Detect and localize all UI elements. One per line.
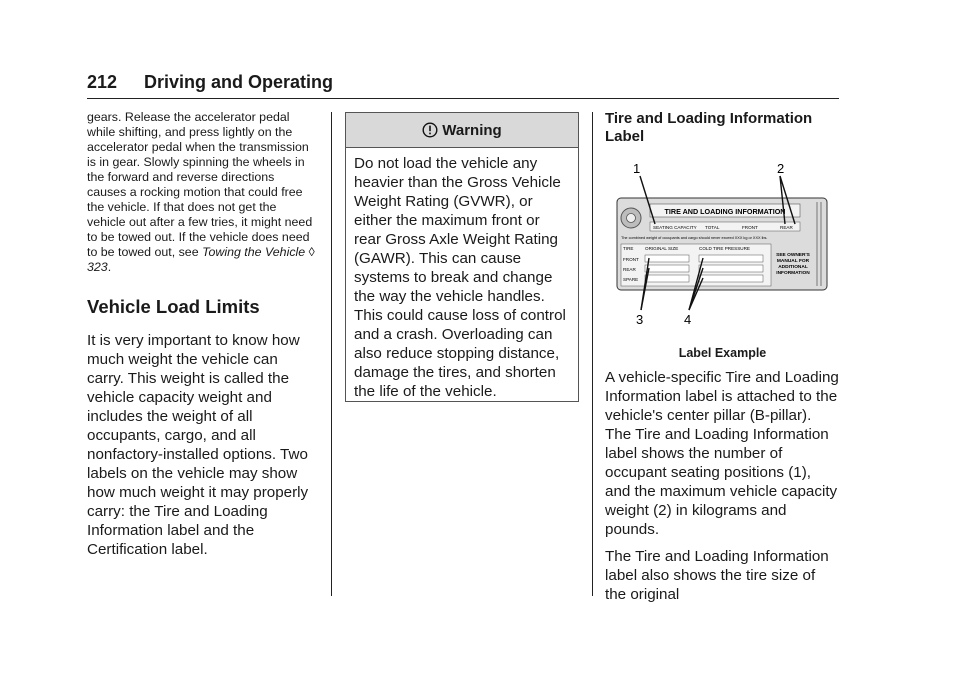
section-title: Driving and Operating: [144, 72, 334, 92]
figure-caption: Label Example: [678, 346, 767, 360]
warning-title: Warning: [442, 121, 502, 139]
page-ref-icon: ◊: [308, 245, 315, 259]
front-label: FRONT: [742, 225, 758, 230]
see-owner-line-1: SEE OWNER'S: [776, 253, 810, 258]
page-number: 212: [87, 72, 118, 92]
see-owner-line-3: ADDITIONAL: [778, 265, 808, 270]
label-title: TIRE AND LOADING INFORMATION: [664, 207, 786, 216]
total-label: TOTAL: [705, 225, 720, 230]
warning-header: [346, 113, 578, 148]
warning-icon: [422, 122, 438, 138]
seating-capacity-label: SEATING CAPACITY: [653, 225, 697, 230]
vehicle-load-limits-heading: Vehicle Load Limits: [87, 296, 260, 317]
column-divider-2: [592, 112, 593, 596]
column-divider-1: [331, 112, 332, 596]
warning-body: Do not load the vehicle any heavier than the Gross Vehicle Weight Rating (GVWR), or either the maximum front or rear Gross Axle Weight Rating (GAWR). This can cause systems to break and change the way the vehicle handles. This could cause loss of control and a crash. Overloading can also reduce stopping distance, damage the tires, and shorten the life of the vehicle.: [354, 155, 566, 400]
callout-2: 2: [777, 161, 785, 176]
warning-box: [345, 112, 579, 402]
callout-1: 1: [633, 161, 641, 176]
load-limits-body: It is very important to know how much weight the vehicle can carry. This weight is called the vehicle capacity weight and includes the weight of all occupants, cargo, and all nonfactory-installed options. Two labels on the vehicle may show how much weight it may properly carry: the Tire and Loading Information label and the Certification label.: [87, 332, 309, 558]
column-3-text: [605, 368, 840, 612]
tire-row-spare: SPARE: [623, 277, 639, 282]
tire-header: TIRE: [623, 246, 634, 251]
tire-label-illustration: [605, 160, 835, 330]
rear-label: REAR: [780, 225, 793, 230]
tire-row-rear: REAR: [623, 267, 636, 272]
original-size-header: ORIGINAL SIZE: [645, 246, 679, 251]
tire-label-heading: Tire and Loading Information Label: [605, 110, 813, 145]
xref-page[interactable]: 323: [87, 260, 108, 274]
column-3: [605, 110, 840, 146]
tire-label-paragraph-2: The Tire and Loading Information label also shows the tire size of the original: [605, 548, 829, 603]
see-owner-line-2: MANUAL FOR: [776, 259, 810, 264]
tire-label-paragraph-1: A vehicle-specific Tire and Loading Information label is attached to the vehicle's center pillar (B-pillar). The Tire and Loading Information label shows the number of occupant seating positions (1), and the maximum vehicle capacity weight (2) in kilograms and pounds.: [605, 369, 839, 538]
intro-paragraph: gears. Release the accelerator pedal while shifting, and press lightly on the accelerator pedal when the transmission is in gear. Slowly spinning the wheels in the forward and reverse directions causes a rocking motion that could free the vehicle. If that does not get the vehicle out after a few tries, it might need to be towed out. If the vehicle does need to be towed out, see Towing the Vehicle ◊ 323.: [87, 110, 315, 274]
callout-4: 4: [684, 312, 692, 327]
page-header: [87, 72, 839, 99]
column-1: [87, 110, 317, 559]
cold-tire-pressure-header: COLD TIRE PRESSURE: [699, 246, 750, 251]
see-owner-line-4: INFORMATION: [776, 271, 810, 276]
intro-text: gears. Release the accelerator pedal while shifting, and press lightly on the accelerator pedal when the transmission is in gear. Slowly spinning the wheels in the forward and reverse directions causes a rocking motion that could free the vehicle. If that does not get the vehicle out after a few tries, it might need to be towed out. If the vehicle does need to be towed out, see: [87, 110, 313, 259]
combined-weight-note: The combined weight of occupants and cargo should never exceed XXX kg or XXX lbs.: [621, 236, 768, 240]
callout-3: 3: [636, 312, 644, 327]
xref-link[interactable]: Towing the Vehicle: [202, 245, 306, 259]
tire-row-front: FRONT: [623, 257, 639, 262]
